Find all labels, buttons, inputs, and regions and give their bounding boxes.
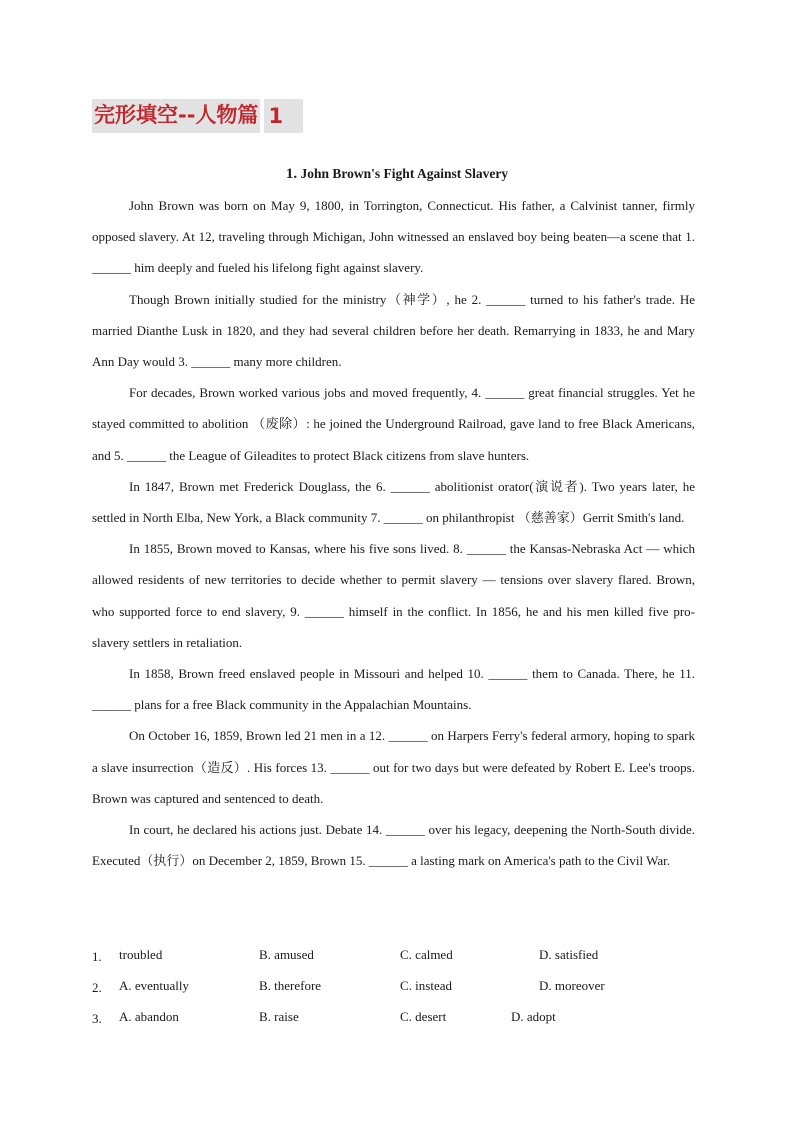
paragraph: In 1858, Brown freed enslaved people in Missouri and helped 10. ______ them to Canada. There, he 11. ______ plans for a free Black community in the Appalachian Mountains.	[92, 666, 695, 713]
option-c: C. instead	[400, 978, 452, 994]
paragraph: On October 16, 1859, Brown led 21 men in a 12. ______ on Harpers Ferry's federal armory, hoping to spark a slave insurrection（造反）. His forces 13. ______ out for two days but were defeated by Robert E. Lee's troops. Brown was captured and sentenced to death.	[92, 728, 695, 806]
question-row	[92, 939, 695, 970]
option-d: D. satisfied	[539, 947, 599, 962]
question-row	[92, 1001, 695, 1032]
question-number: 3.	[92, 1011, 102, 1027]
option-b: B. amused	[259, 947, 314, 962]
question-row	[92, 970, 695, 1001]
option-a: troubled	[119, 947, 163, 962]
section-title: 完形填空--人物篇	[92, 99, 260, 133]
paragraph: In 1855, Brown moved to Kansas, where his five sons lived. 8. ______ the Kansas-Nebraska Act — which allowed residents of new territories to decide whether to permit slavery — tensions over slavery flared. Brown, who supported force to end slavery, 9. ______ himself in the conflict. In 1856, he and his men killed five pro-slavery settlers in retaliation.	[92, 541, 695, 650]
question-number: 1.	[92, 949, 102, 964]
paragraph: In 1847, Brown met Frederick Douglass, the 6. ______ abolitionist orator(演说者). Two years later, he settled in North Elba, New York, a Black community 7. ______ on philanthropist （慈善家）Gerrit Smith's land.	[92, 478, 695, 526]
passage-body	[92, 190, 695, 876]
option-a: A. abandon	[119, 1009, 179, 1025]
option-c: C. calmed	[400, 947, 453, 962]
section-header	[92, 99, 303, 133]
option-c: C. desert	[400, 1009, 447, 1025]
option-d: D. moreover	[539, 978, 605, 994]
paragraph: For decades, Brown worked various jobs and moved frequently, 4. ______ great financial struggles. Yet he stayed committed to abolition （废除）: he joined the Underground Railroad, gave land to free Black Americans, and 5. ______ the League of Gileadites to protect Black citizens from slave hunters.	[92, 385, 695, 463]
option-b: B. therefore	[259, 978, 322, 994]
passage-number: 1.	[285, 166, 298, 182]
paragraph: In court, he declared his actions just. Debate 14. ______ over his legacy, deepening the North-South divide. Executed（执行）on December 2, 1859, Brown 15. ______ a lasting mark on America's path to the Civil War.	[92, 822, 695, 869]
option-d: D. adopt	[511, 1009, 556, 1025]
question-number: 2.	[92, 980, 102, 996]
paragraph: Though Brown initially studied for the ministry（神学）, he 2. ______ turned to his father's trade. He married Dianthe Lusk in 1820, and they had several children before her death. Remarrying in 1833, he and Mary Ann Day would 3. ______ many more children.	[92, 291, 695, 370]
option-b: B. raise	[259, 1009, 299, 1025]
paragraph: John Brown was born on May 9, 1800, in Torrington, Connecticut. His father, a Calvinist tanner, firmly opposed slavery. At 12, traveling through Michigan, John witnessed an enslaved boy being beaten—a scene that 1. ______ him deeply and fueled his lifelong fight against slavery.	[92, 198, 695, 276]
passage-heading	[0, 164, 794, 184]
section-number: 1	[264, 99, 303, 133]
passage-title: John Brown's Fight Against Slavery	[300, 166, 509, 181]
option-a: A. eventually	[119, 978, 190, 994]
question-options	[92, 939, 695, 1033]
